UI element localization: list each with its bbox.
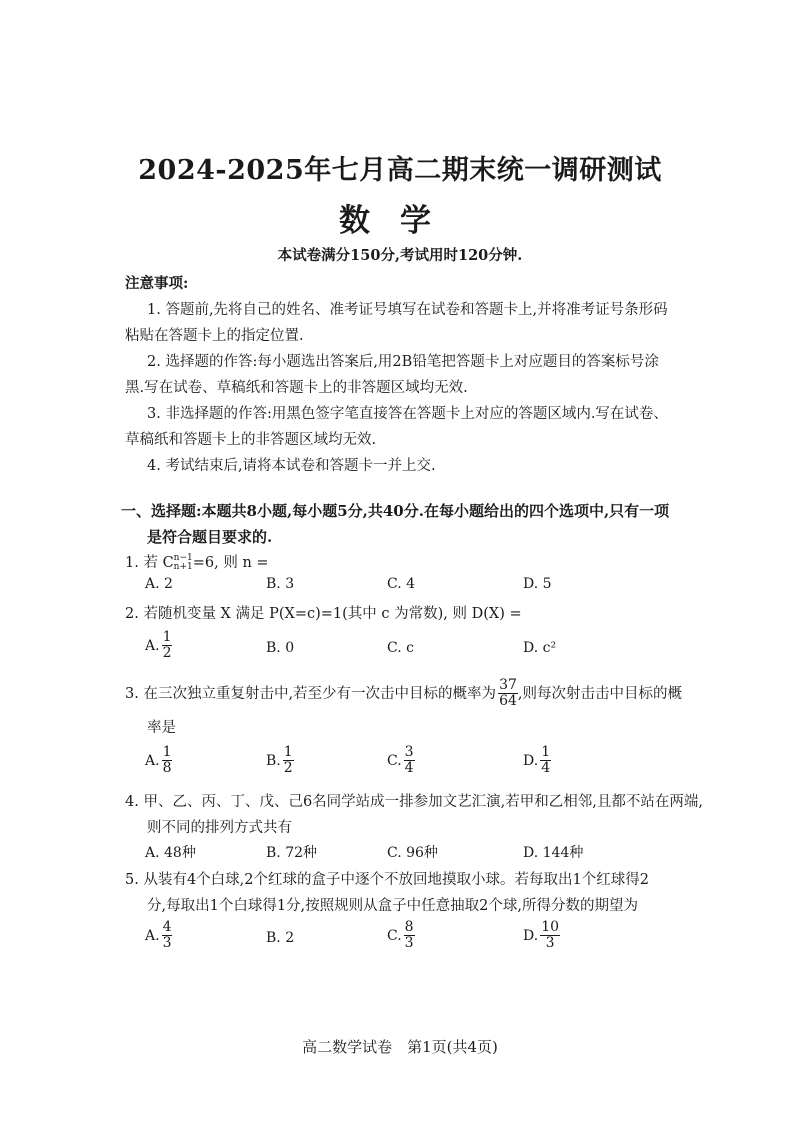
q1-option-c: C. 4 [387,576,416,592]
question-1 [125,551,269,572]
q5-option-a-fraction [162,920,173,952]
q1-option-b: B. 3 [266,576,295,592]
instruction-3-line1: 3. 非选择题的作答:用黑色签字笔直接答在答题卡上对应的答题区域内.写在试卷、 [147,406,668,422]
q3-option-d-fraction [540,745,551,777]
fraction-numerator: 1 [162,744,172,760]
question-2: 2. 若随机变量 X 满足 P(X=c)=1(其中 c 为常数), 则 D(X) = [125,606,522,622]
q4-option-c: C. 96种 [387,845,438,861]
fraction-denominator: 2 [283,760,293,777]
q2-option-b: B. 0 [266,640,295,656]
fraction-numerator: 10 [541,919,560,935]
q4-option-d: D. 144种 [523,845,584,861]
fraction-denominator: 8 [162,760,172,777]
fraction-numerator: 1 [162,629,172,645]
instruction-1-line2: 粘贴在答题卡上的指定位置. [125,328,304,344]
q3-option-c [387,745,415,777]
fraction-numerator: 3 [404,744,414,760]
q5-option-d [523,920,560,952]
q3-option-b [266,745,294,777]
q3-option-d-label: D. [523,752,539,769]
fraction-denominator: 4 [541,760,551,777]
instruction-3-line2: 草稿纸和答题卡上的非答题区域均无效. [125,432,377,448]
fraction-numerator: 1 [541,744,551,760]
instruction-2-line1: 2. 选择题的作答:每小题选出答案后,用2B铅笔把答题卡上对应题目的答案标号涂 [147,354,659,370]
fraction-denominator: 64 [499,693,517,710]
q5-option-d-label: D. [523,927,539,944]
question-3-fraction [498,678,518,710]
instruction-2-line2: 黑.写在试卷、草稿纸和答题卡上的非答题区域均无效. [125,380,468,396]
fraction-denominator: 3 [545,935,555,952]
question-1-suffix: =6, 则 n = [192,555,269,571]
question-3-text2: ,则每次射击击中目标的概 [517,685,682,702]
q5-option-d-fraction [540,920,560,952]
fraction-numerator: 37 [499,677,517,693]
q4-option-a: A. 48种 [145,845,196,861]
q3-option-c-label: C. [387,752,402,769]
q1-option-d: D. 5 [523,576,552,592]
q1-option-a: A. 2 [145,576,173,592]
q3-option-a-label: A. [145,752,160,769]
q5-option-c-fraction [404,920,415,952]
fraction-denominator: 4 [404,760,414,777]
q3-option-b-fraction [283,745,294,777]
q2-option-a-label: A. [145,637,160,654]
question-5-line1: 5. 从装有4个白球,2个红球的盒子中逐个不放回地摸取小球。若每取出1个红球得2 [125,872,649,888]
question-1-prefix: 1. 若 [125,555,163,571]
fraction-numerator: 1 [283,744,293,760]
q5-option-b: B. 2 [266,930,295,946]
q2-option-a [145,630,172,662]
question-5-line2: 分,每取出1个白球得1分,按照规则从盒子中任意抽取2个球,所得分数的期望为 [147,898,639,914]
fraction-denominator: 2 [162,645,172,662]
subject-title: 数学 [339,203,461,239]
q4-option-b: B. 72种 [266,845,318,861]
section1-heading-line1: 一、选择题:本题共8小题,每小题5分,共40分.在每小题给出的四个选项中,只有一项 [121,502,670,520]
q3-option-b-label: B. [266,752,281,769]
q3-option-a [145,745,172,777]
question-4-line1: 4. 甲、乙、丙、丁、戊、己6名同学站成一排参加文艺汇演,若甲和乙相邻,且都不站在两端, [125,794,703,810]
fraction-denominator: 3 [404,935,414,952]
instruction-1-line1: 1. 答题前,先将自己的姓名、准考证号填写在试卷和答题卡上,并将准考证号条形码 [147,302,668,318]
q2-option-c: C. c [387,640,414,656]
combination-symbol [163,555,193,571]
question-3-line2: 率是 [147,720,176,736]
page-footer: 高二数学试卷 第1页(共4页) [302,1038,498,1056]
fraction-numerator: 4 [162,919,172,935]
exam-title: 2024-2025年七月高二期末统一调研测试 [138,155,662,186]
q3-option-a-fraction [162,745,173,777]
comb-sub: n+1 [173,562,193,572]
q2-option-a-fraction [162,630,173,662]
comb-letter: C [162,555,174,571]
section1-heading-line2: 是符合题目要求的. [147,528,273,546]
q5-option-c-label: C. [387,927,402,944]
fraction-denominator: 3 [162,935,172,952]
q5-option-c [387,920,415,952]
instruction-4-line1: 4. 考试结束后,请将本试卷和答题卡一并上交. [147,458,436,474]
q3-option-d [523,745,551,777]
exam-note: 本试卷满分150分,考试用时120分钟. [277,247,523,264]
fraction-numerator: 8 [404,919,414,935]
question-3-line1 [125,678,682,710]
q5-option-a-label: A. [145,927,160,944]
q3-option-c-fraction [404,745,415,777]
question-4-line2: 则不同的排列方式共有 [147,820,292,836]
question-3-text1: 3. 在三次独立重复射击中,若至少有一次击中目标的概率为 [125,685,497,702]
q2-option-d: D. c² [523,640,557,656]
q5-option-a [145,920,172,952]
instructions-heading: 注意事项: [125,275,189,292]
comb-sup: n−1 [173,553,193,563]
